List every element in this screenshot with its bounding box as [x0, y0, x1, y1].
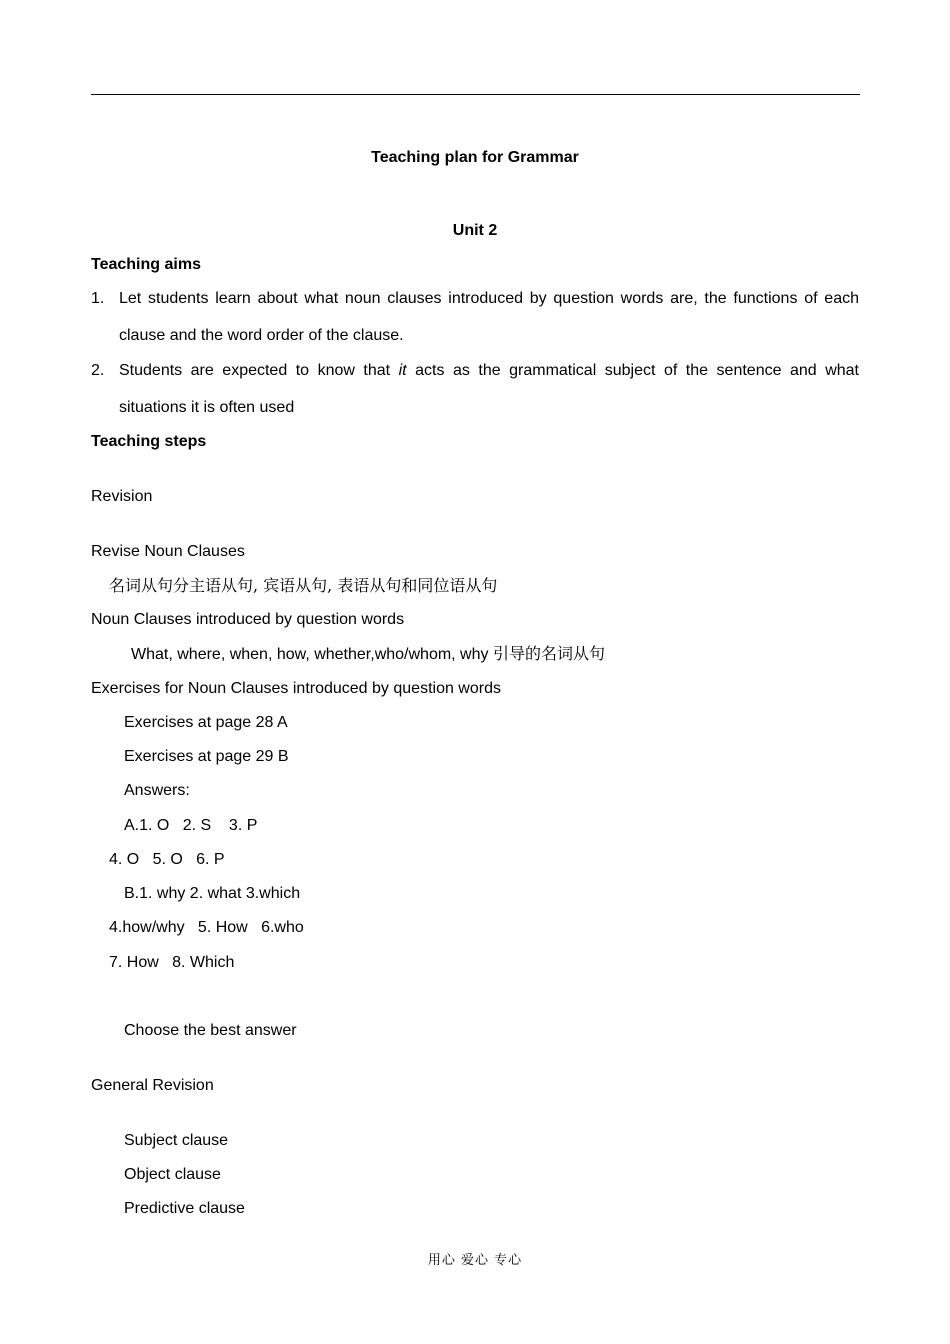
answers-label: Answers: [124, 782, 190, 799]
document-title: Teaching plan for Grammar [371, 149, 579, 166]
revision-label: Revision [91, 488, 153, 505]
header-rule [91, 94, 860, 95]
answers-b-line-3: 7. How 8. Which [109, 954, 235, 971]
aims-heading: Teaching aims [91, 256, 201, 273]
noun-clauses-chinese: 名词从句分主语从句, 宾语从句, 表语从句和同位语从句 [109, 576, 498, 595]
page-footer: 用心 爱心 专心 [427, 1253, 523, 1268]
exercise-b: Exercises at page 29 B [124, 748, 289, 765]
noun-clauses-question-words: Noun Clauses introduced by question words [91, 611, 405, 628]
aim-2-italic-it: it [398, 362, 407, 379]
revise-noun-clauses: Revise Noun Clauses [91, 543, 245, 560]
aim-1-text: Let students learn about what noun clauses introduced by question words are, the functions of each clause and the word order of the clause. [119, 290, 859, 344]
aim-1-number: 1. [91, 290, 105, 307]
exercise-a: Exercises at page 28 A [124, 714, 288, 731]
answers-a-line-1: A.1. O 2. S 3. P [124, 817, 258, 834]
question-words-chinese: 引导的名词从句 [492, 644, 605, 663]
answers-b-line-1: B.1. why 2. what 3.which [124, 885, 301, 902]
answers-b-line-2: 4.how/why 5. How 6.who [109, 919, 304, 936]
predictive-clause: Predictive clause [124, 1200, 245, 1217]
steps-heading: Teaching steps [91, 433, 207, 450]
question-words-list [131, 644, 605, 665]
question-words: What, where, when, how, whether,who/whom, why [131, 646, 493, 663]
aim-2-text-post: acts as the grammatical subject of the sentence and what situations it is often used [119, 362, 859, 416]
general-revision: General Revision [91, 1077, 214, 1094]
exercises-heading: Exercises for Noun Clauses introduced by question words [91, 680, 501, 697]
object-clause: Object clause [124, 1166, 221, 1183]
aim-2-text [119, 352, 859, 426]
unit-heading: Unit 2 [452, 222, 498, 239]
aim-2-number: 2. [91, 362, 105, 379]
aim-2-text-pre: Students are expected to know that [119, 362, 399, 379]
subject-clause: Subject clause [124, 1132, 229, 1149]
choose-best-answer: Choose the best answer [124, 1022, 297, 1039]
answers-a-line-2: 4. O 5. O 6. P [109, 851, 225, 868]
